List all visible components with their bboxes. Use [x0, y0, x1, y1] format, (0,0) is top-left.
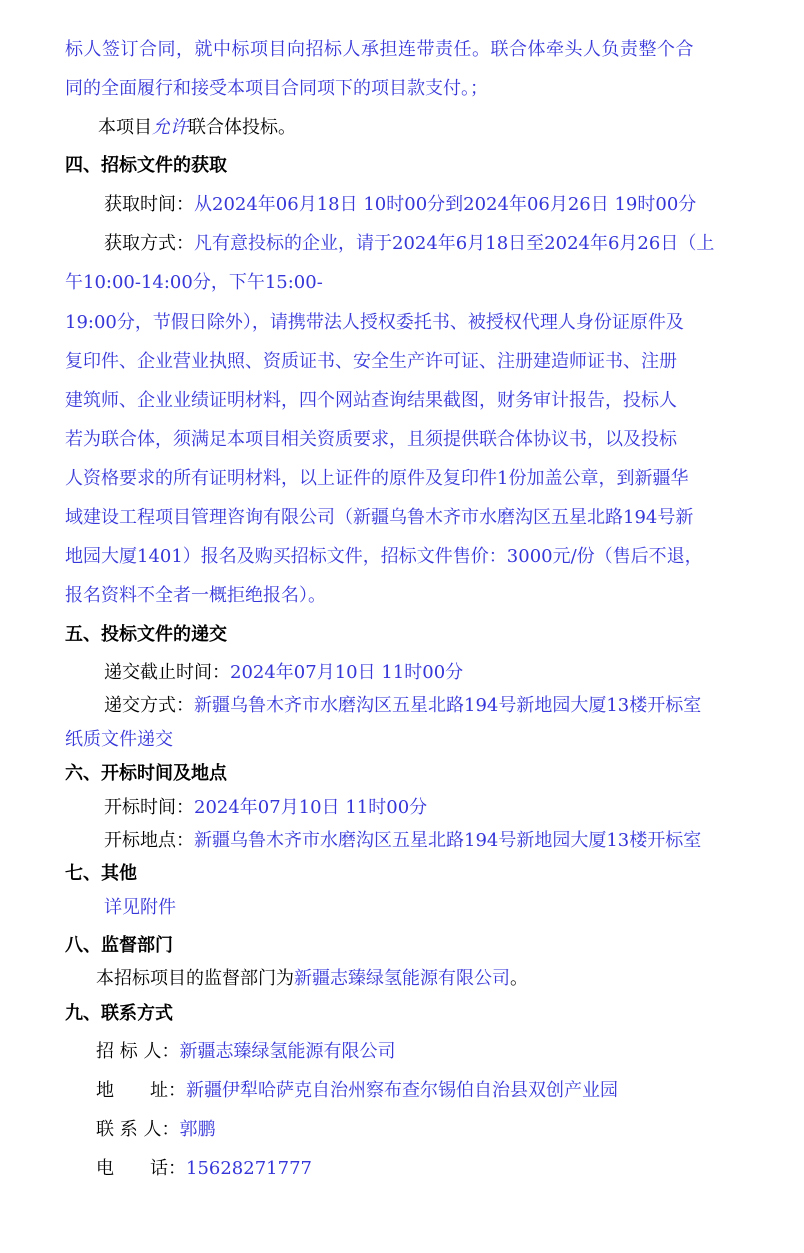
consortium-line	[98, 116, 296, 140]
section-4-method-line-3: 19:00分，节假日除外），请携带法人授权委托书、被授权代理人身份证原件及	[65, 312, 684, 333]
contact-label-person: 联 系 人：	[96, 1119, 180, 1140]
contact-label-tenderer: 招 标 人：	[96, 1041, 180, 1062]
section-4-method-label: 获取方式：	[104, 233, 194, 254]
contact-row-phone	[96, 1157, 312, 1181]
section-4-time-value: 从2024年06月18日 10时00分到2024年06月26日 19时00分	[194, 194, 697, 215]
contact-row-tenderer	[96, 1040, 395, 1064]
section-6-time-label: 开标时间：	[104, 797, 194, 818]
consortium-suffix: 联合体投标。	[188, 117, 296, 138]
section-4-method-line-4: 复印件、企业营业执照、资质证书、安全生产许可证、注册建造师证书、注册	[65, 351, 677, 372]
section-4-method-line-5: 建筑师、企业业绩证明材料，四个网站查询结果截图，财务审计报告，投标人	[65, 390, 677, 411]
consortium-value: 允许	[152, 117, 188, 138]
section-7-heading: 七、其他	[65, 863, 137, 884]
section-6-place	[104, 829, 701, 853]
contact-value-phone: 15628271777	[186, 1158, 312, 1179]
section-6-place-label: 开标地点：	[104, 830, 194, 851]
section-5-method-label: 递交方式：	[104, 695, 194, 716]
section-8-text-prefix: 本招标项目的监督部门为	[96, 968, 294, 989]
section-6-time-value: 2024年07月10日 11时00分	[194, 797, 428, 818]
section-8-supervisor: 新疆志臻绿氢能源有限公司	[294, 968, 510, 989]
section-8-text-suffix: 。	[510, 968, 528, 989]
intro-line-2: 同的全面履行和接受本项目合同项下的项目款支付。；	[65, 78, 488, 99]
section-4-method-line-8: 域建设工程项目管理咨询有限公司（新疆乌鲁木齐市水磨沟区五星北路194号新	[65, 507, 694, 528]
section-8-heading: 八、监督部门	[65, 935, 173, 956]
contact-value-tenderer: 新疆志臻绿氢能源有限公司	[179, 1041, 396, 1062]
section-4-method-line-1: 凡有意投标的企业，请于2024年6月18日至2024年6月26日（上	[194, 233, 715, 254]
section-5-heading: 五、投标文件的递交	[65, 624, 227, 645]
section-5-method	[104, 694, 701, 718]
section-6-place-value: 新疆乌鲁木齐市水磨沟区五星北路194号新地园大厦13楼开标室	[194, 830, 702, 851]
section-5-deadline	[104, 661, 463, 685]
section-8-text	[96, 967, 528, 991]
section-4-method-line-6: 若为联合体，须满足本项目相关资质要求，且须提供联合体协议书，以及投标	[65, 429, 677, 450]
contact-value-address: 新疆伊犁哈萨克自治州察布查尔锡伯自治县双创产业园	[186, 1080, 618, 1101]
consortium-prefix: 本项目	[98, 117, 152, 138]
section-4-method-line-2: 午10:00-14:00分，下午15:00-	[65, 272, 323, 293]
contact-row-person	[96, 1118, 215, 1142]
contact-label-phone: 电 话：	[96, 1158, 186, 1179]
section-6-time	[104, 796, 427, 820]
section-9-heading: 九、联系方式	[65, 1003, 173, 1024]
section-4-time	[104, 193, 696, 217]
section-4-method-line-10: 报名资料不全者一概拒绝报名）。	[65, 585, 326, 606]
contact-value-person: 郭鹏	[179, 1119, 216, 1140]
contact-row-address	[96, 1079, 618, 1103]
section-5-deadline-value: 2024年07月10日 11时00分	[230, 662, 464, 683]
section-4-heading: 四、招标文件的获取	[65, 155, 227, 176]
section-5-deadline-label: 递交截止时间：	[104, 662, 230, 683]
section-5-method-line-2: 纸质文件递交	[65, 729, 173, 750]
section-4-method	[104, 232, 714, 256]
section-4-time-label: 获取时间：	[104, 194, 194, 215]
section-4-method-line-7: 人资格要求的所有证明材料，以上证件的原件及复印件1份加盖公章，到新疆华	[65, 468, 689, 489]
section-6-heading: 六、开标时间及地点	[65, 763, 227, 784]
contact-label-address: 地 址：	[96, 1080, 186, 1101]
section-5-method-line-1: 新疆乌鲁木齐市水磨沟区五星北路194号新地园大厦13楼开标室	[194, 695, 702, 716]
intro-line-1: 标人签订合同，就中标项目向招标人承担连带责任。联合体牵头人负责整个合	[65, 39, 694, 60]
section-4-method-line-9: 地园大厦1401）报名及购买招标文件，招标文件售价：3000元/份（售后不退，	[65, 546, 703, 567]
section-7-text: 详见附件	[104, 897, 176, 918]
